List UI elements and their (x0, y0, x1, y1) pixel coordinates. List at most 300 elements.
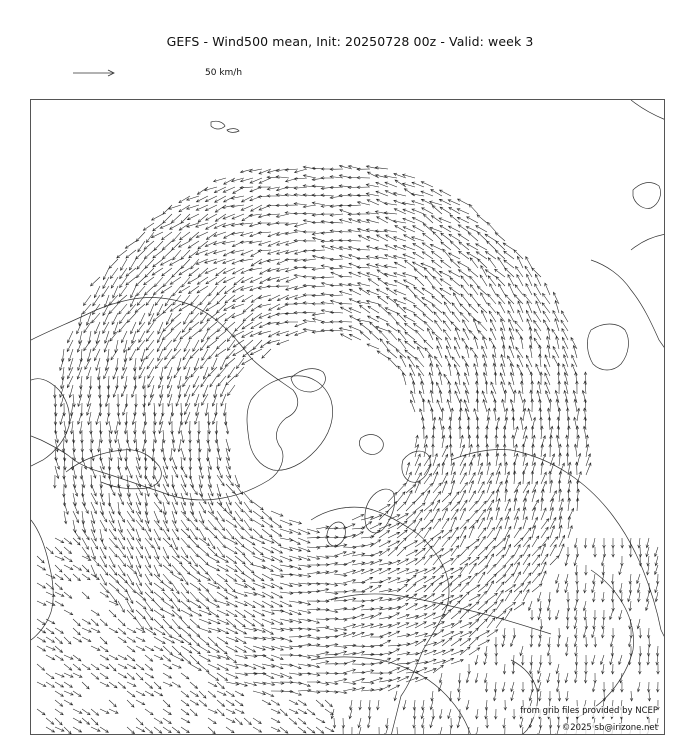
wind-arrow (316, 645, 329, 648)
wind-arrow (154, 628, 165, 635)
wind-arrow (415, 493, 424, 503)
wind-arrow (55, 565, 62, 572)
wind-arrow (476, 226, 487, 232)
wind-arrow (637, 682, 640, 692)
wind-arrow (629, 547, 632, 557)
wind-arrow (262, 349, 271, 358)
wind-arrow (449, 234, 460, 241)
wind-arrow (235, 619, 245, 627)
wind-arrow (548, 417, 551, 430)
wind-arrow (503, 453, 506, 466)
wind-arrow (46, 718, 54, 724)
wind-arrow (494, 682, 497, 692)
wind-arrow (226, 718, 235, 722)
wind-arrow (37, 646, 46, 651)
wind-arrow (330, 205, 343, 208)
wind-arrow (512, 435, 515, 448)
wind-arrow (154, 610, 165, 618)
wind-arrow (568, 526, 572, 538)
wind-arrow (370, 523, 382, 529)
wind-arrow (478, 631, 489, 637)
wind-arrow (73, 574, 80, 581)
wind-arrow (118, 682, 126, 689)
wind-arrow (138, 241, 145, 252)
wind-arrow (163, 664, 172, 669)
wind-arrow (442, 462, 445, 475)
wind-arrow (553, 292, 559, 304)
wind-arrow (307, 536, 320, 539)
wind-arrow (118, 637, 126, 643)
wind-arrow (505, 508, 511, 520)
wind-arrow (172, 268, 181, 277)
wind-arrow (271, 718, 280, 723)
wind-arrow (253, 529, 263, 538)
wind-arrow (339, 302, 352, 305)
wind-arrow (352, 605, 364, 610)
wind-arrow (495, 233, 505, 242)
wind-arrow (352, 651, 365, 655)
wind-arrow (217, 673, 228, 681)
wind-arrow (171, 322, 181, 330)
wind-arrow (145, 619, 152, 630)
wind-arrow (127, 682, 136, 686)
wind-arrow (79, 313, 82, 326)
wind-arrow (235, 475, 240, 487)
wind-arrow (532, 536, 539, 547)
wind-arrow (539, 718, 542, 728)
wind-arrow (451, 659, 463, 664)
wind-arrow (206, 277, 217, 284)
wind-arrow (422, 288, 433, 295)
wind-arrow (530, 655, 533, 665)
wind-arrow (583, 408, 586, 421)
wind-arrow (146, 232, 154, 243)
wind-arrow (496, 489, 499, 502)
wind-arrow (312, 249, 325, 252)
wind-arrow (208, 682, 217, 687)
coast-bering (631, 234, 665, 250)
wind-arrow (181, 709, 189, 715)
wind-arrow (190, 655, 199, 664)
wind-arrow (541, 544, 546, 556)
wind-arrow (513, 709, 516, 719)
wind-arrow (267, 204, 280, 207)
wind-arrow (289, 691, 301, 695)
wind-arrow (285, 321, 298, 324)
wind-arrow (380, 339, 388, 349)
wind-arrow (64, 700, 73, 705)
wind-arrow (209, 349, 218, 359)
wind-arrow (412, 201, 424, 206)
wind-arrow (249, 223, 262, 227)
wind-arrow (188, 241, 199, 248)
wind-arrow (253, 718, 261, 724)
wind-arrow (73, 619, 80, 626)
wind-arrow (188, 421, 191, 434)
wind-arrow (523, 399, 526, 412)
wind-arrow (496, 565, 506, 574)
wind-arrow (55, 538, 64, 543)
wind-arrow (602, 619, 605, 629)
wind-arrow (260, 277, 271, 284)
wind-arrow (178, 439, 181, 452)
wind-arrow (379, 658, 391, 664)
wind-arrow (221, 385, 226, 397)
wind-arrow (460, 557, 471, 565)
wind-arrow (163, 619, 172, 629)
wind-arrow (543, 293, 551, 304)
wind-arrow (619, 655, 623, 665)
wind-arrow (495, 250, 505, 259)
wind-arrow (127, 664, 136, 669)
wind-arrow (170, 259, 181, 265)
wind-arrow (539, 628, 542, 638)
wind-arrow (163, 538, 172, 547)
wind-arrow (647, 556, 650, 566)
wind-arrow (575, 646, 578, 656)
wind-arrow (91, 466, 96, 478)
wind-arrow (144, 466, 147, 479)
wind-arrow (226, 421, 229, 434)
wind-arrow (179, 286, 190, 293)
wind-arrow (424, 527, 431, 538)
wind-arrow (384, 175, 397, 178)
wind-arrow (433, 519, 441, 530)
wind-arrow (541, 444, 544, 457)
wind-arrow (110, 268, 118, 279)
wind-arrow (505, 555, 514, 565)
wind-arrow (541, 462, 544, 475)
wind-arrow (357, 266, 370, 269)
wind-arrow (559, 489, 562, 502)
wind-arrow (583, 628, 586, 638)
wind-arrow (475, 381, 478, 394)
wind-arrow (109, 304, 118, 314)
wind-arrow (190, 700, 199, 705)
wind-arrow (637, 619, 640, 629)
wind-arrow (325, 727, 334, 732)
wind-arrow (433, 583, 442, 593)
wind-arrow (586, 454, 591, 466)
wind-arrow (152, 268, 163, 275)
wind-arrow (584, 538, 587, 548)
wind-arrow (460, 304, 469, 313)
wind-arrow (100, 574, 106, 585)
wind-arrow (258, 249, 271, 252)
wind-arrow (298, 591, 311, 594)
wind-arrow (503, 718, 506, 728)
wind-arrow (82, 682, 89, 689)
wind-arrow (476, 435, 479, 448)
wind-arrow (127, 583, 136, 593)
wind-arrow (422, 727, 425, 735)
wind-arrow (289, 619, 302, 623)
wind-arrow (361, 682, 374, 685)
wind-arrow (218, 367, 227, 377)
wind-arrow (415, 668, 427, 673)
wind-arrow (165, 295, 172, 306)
wind-arrow (127, 538, 133, 550)
wind-arrow (424, 464, 431, 475)
wind-arrow (100, 583, 109, 593)
wind-arrow (611, 574, 614, 584)
wind-arrow (253, 565, 266, 569)
wind-arrow (657, 664, 660, 674)
wind-arrow (162, 268, 172, 276)
wind-arrow (442, 537, 450, 547)
wind-arrow (262, 610, 274, 614)
wind-arrow (550, 537, 558, 547)
wind-arrow (460, 547, 469, 556)
wind-arrow (442, 493, 451, 502)
coast-west-us (31, 520, 53, 640)
wind-arrow (396, 349, 406, 358)
wind-arrow (217, 709, 224, 716)
wind-arrow (414, 727, 417, 735)
wind-arrow (253, 601, 264, 607)
wind-arrow (199, 502, 206, 513)
wind-arrow (469, 573, 477, 583)
wind-arrow (442, 549, 453, 556)
wind-arrow (561, 311, 568, 322)
wind-arrow (422, 297, 433, 304)
wind-arrow (145, 547, 151, 559)
wind-arrow (476, 399, 479, 412)
wind-arrow (208, 691, 216, 697)
wind-arrow (126, 250, 136, 258)
wind-arrow (415, 277, 424, 286)
wind-arrow (478, 619, 487, 628)
wind-arrow (548, 637, 551, 647)
wind-arrow (394, 262, 406, 268)
wind-arrow (73, 484, 78, 496)
wind-arrow (567, 489, 570, 502)
wind-arrow (361, 653, 374, 656)
wind-arrow (496, 611, 506, 619)
wind-arrow (82, 664, 90, 670)
wind-arrow (379, 330, 388, 340)
wind-arrow (136, 268, 145, 278)
coast-aleutians (211, 121, 225, 129)
wind-arrow (547, 601, 550, 611)
wind-arrow (100, 619, 107, 626)
wind-arrow (458, 673, 461, 683)
wind-arrow (190, 538, 199, 548)
wind-arrow (286, 277, 298, 282)
wind-arrow (201, 376, 208, 387)
wind-arrow (406, 660, 418, 664)
wind-arrow (325, 592, 338, 595)
wind-arrow (217, 646, 227, 654)
wind-arrow (190, 619, 200, 628)
wind-arrow (592, 574, 595, 584)
wind-arrow (109, 655, 118, 660)
wind-arrow (325, 643, 338, 646)
wind-arrow (295, 223, 308, 227)
wind-arrow (172, 646, 181, 655)
wind-arrow (639, 646, 642, 656)
wind-arrow (172, 349, 181, 359)
wind-arrow (467, 217, 478, 223)
wind-arrow (267, 322, 280, 325)
coast-hudson-bay (66, 450, 161, 489)
wind-arrow (452, 303, 460, 313)
wind-arrow (235, 655, 248, 659)
wind-arrow (340, 291, 353, 295)
wind-arrow (100, 529, 103, 542)
wind-arrow (142, 439, 145, 452)
wind-arrow (415, 548, 425, 556)
wind-arrow (208, 718, 216, 724)
wind-arrow (433, 566, 443, 575)
wind-arrow (199, 700, 207, 706)
wind-arrow (199, 565, 208, 574)
wind-arrow (55, 691, 63, 696)
wind-arrow (181, 520, 189, 531)
wind-arrow (199, 655, 210, 661)
wind-arrow (523, 517, 527, 529)
wind-arrow (116, 376, 119, 389)
wind-arrow (118, 628, 126, 634)
wind-arrow (136, 619, 144, 630)
wind-arrow (502, 399, 506, 412)
wind-arrow (478, 304, 487, 313)
wind-arrow (602, 565, 605, 575)
wind-arrow (181, 547, 188, 558)
wind-arrow (226, 619, 236, 627)
wind-arrow (143, 223, 154, 230)
wind-arrow (482, 391, 487, 403)
wind-arrow (325, 610, 338, 613)
wind-arrow (235, 511, 243, 522)
wind-arrow (163, 637, 175, 643)
wind-arrow (226, 601, 238, 607)
wind-arrow (146, 295, 154, 305)
wind-arrow (496, 538, 506, 547)
wind-arrow (207, 340, 217, 348)
wind-arrow (91, 610, 99, 615)
wind-arrow (628, 592, 631, 602)
wind-arrow (414, 323, 425, 331)
wind-arrow (205, 196, 217, 202)
wind-arrow (507, 356, 514, 367)
wind-arrow (117, 295, 127, 304)
wind-arrow (244, 493, 253, 503)
wind-arrow (451, 502, 460, 512)
wind-arrow (136, 439, 139, 452)
wind-arrow (388, 502, 397, 512)
wind-arrow (226, 376, 235, 385)
wind-arrow (594, 547, 597, 557)
wind-arrow (494, 372, 497, 385)
wind-arrow (115, 340, 118, 353)
wind-arrow (404, 280, 416, 286)
wind-arrow (202, 349, 208, 360)
wind-arrow (656, 655, 659, 665)
wind-arrow (253, 538, 265, 544)
wind-arrow (584, 372, 587, 385)
wind-arrow (271, 529, 282, 536)
wind-arrow (488, 294, 496, 304)
wind-arrow (502, 682, 505, 692)
wind-arrow (574, 601, 577, 611)
coast-ellesmere (291, 369, 325, 392)
wind-arrow (529, 345, 532, 358)
wind-arrow (484, 673, 487, 683)
wind-arrow (461, 285, 469, 295)
wind-arrow (55, 700, 63, 706)
wind-arrow (205, 205, 217, 211)
wind-arrow (648, 637, 651, 647)
wind-arrow (73, 727, 82, 732)
wind-arrow (405, 332, 415, 340)
wind-arrow (217, 520, 225, 531)
wind-arrow (419, 391, 424, 403)
wind-arrow (208, 295, 217, 305)
wind-arrow (307, 727, 315, 733)
wind-arrow (181, 448, 185, 460)
wind-arrow (592, 538, 595, 548)
wind-arrow (181, 727, 189, 733)
wind-arrow (225, 358, 235, 367)
wind-arrow (226, 592, 238, 598)
wind-arrow (549, 718, 552, 728)
wind-arrow (199, 664, 209, 672)
coast-novaya-zemlya (402, 451, 430, 482)
wind-arrow (487, 593, 497, 601)
wind-arrow (154, 592, 164, 600)
wind-arrow (424, 321, 433, 331)
wind-arrow (531, 610, 534, 620)
wind-arrow (421, 182, 433, 188)
wind-arrow (505, 544, 511, 556)
wind-arrow (370, 678, 382, 682)
wind-arrow (586, 463, 591, 475)
wind-arrow (349, 326, 361, 331)
wind-arrow (389, 330, 398, 340)
wind-arrow (421, 191, 433, 196)
wind-arrow (312, 285, 325, 288)
wind-arrow (538, 592, 541, 602)
wind-arrow (127, 655, 135, 661)
wind-arrow (307, 628, 320, 632)
wind-arrow (127, 466, 132, 478)
wind-arrow (82, 538, 88, 549)
wind-arrow (357, 186, 370, 189)
wind-arrow (532, 584, 542, 592)
wind-arrow (262, 628, 273, 634)
wind-arrow (118, 574, 127, 583)
wind-arrow (584, 583, 587, 593)
wind-arrow (384, 273, 397, 277)
wind-arrow (208, 727, 215, 734)
wind-arrow (191, 259, 199, 269)
wind-arrow (451, 537, 459, 547)
wind-arrow (514, 527, 521, 538)
wind-arrow (503, 243, 514, 250)
wind-arrow (450, 278, 460, 286)
wind-arrow (154, 529, 160, 540)
wind-arrow (430, 718, 433, 728)
wind-arrow (109, 565, 117, 575)
wind-arrow (478, 491, 484, 503)
wind-arrow (495, 655, 498, 665)
wind-arrow (523, 590, 529, 602)
wind-arrow (109, 664, 116, 671)
wind-arrow (121, 331, 127, 343)
wind-arrow (457, 372, 460, 385)
wind-arrow (286, 331, 298, 336)
